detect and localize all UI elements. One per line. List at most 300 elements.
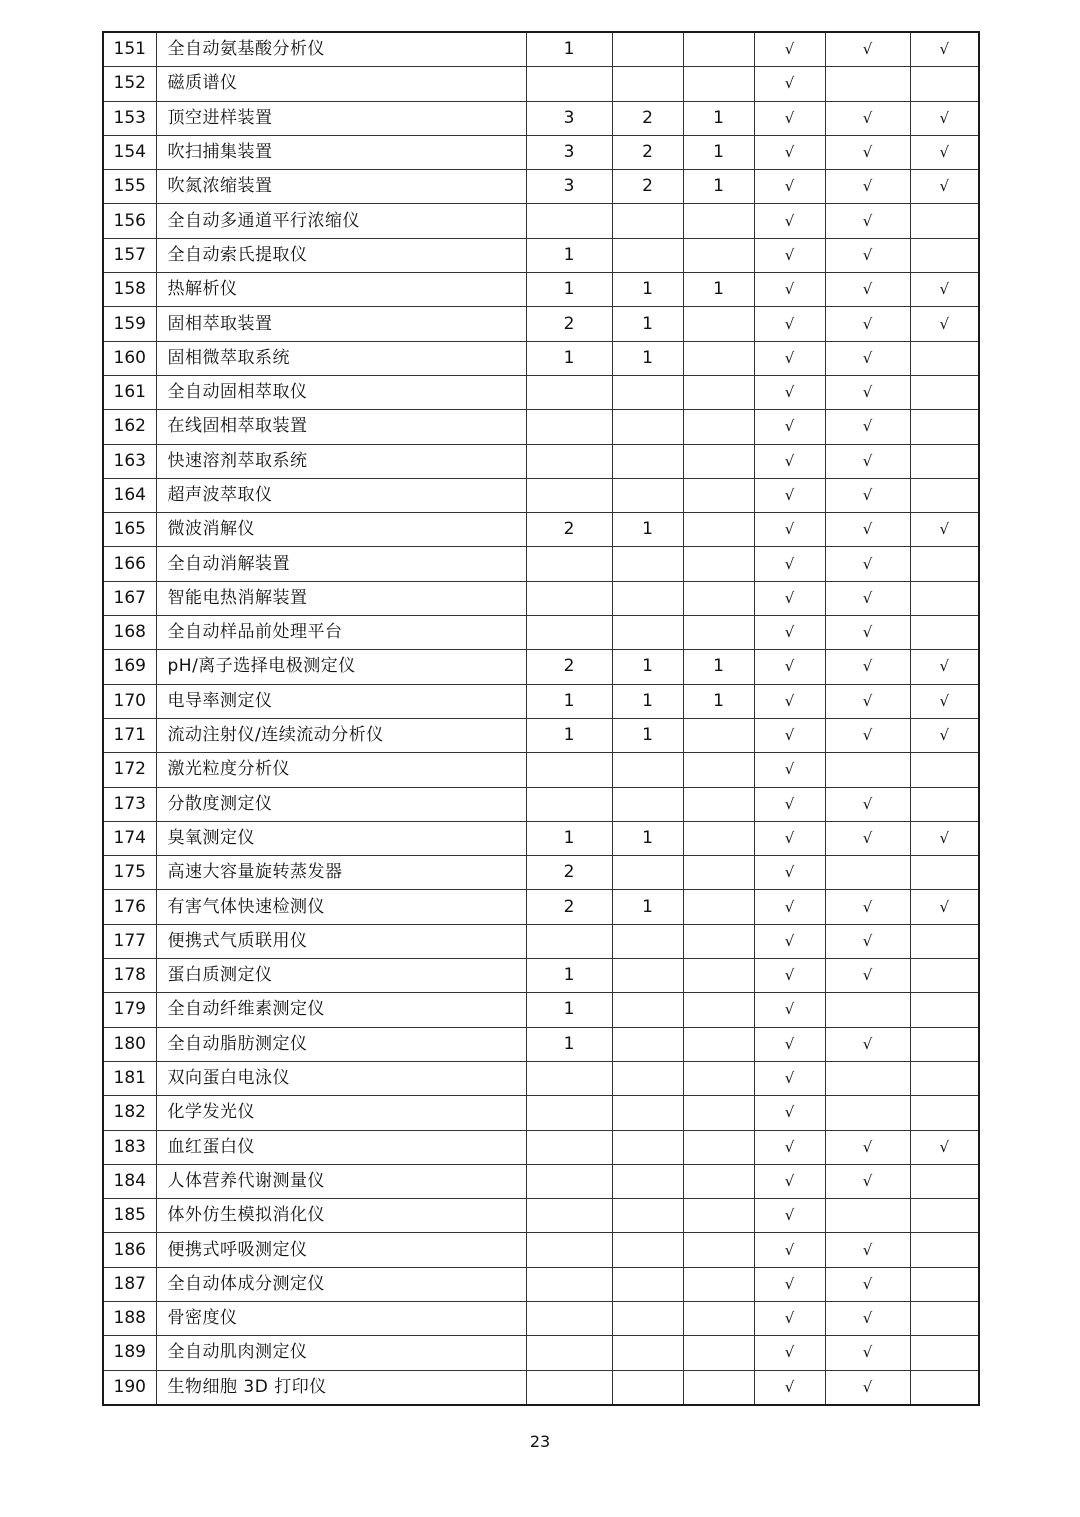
check-cell-2 [825,856,910,890]
quantity-cell-2: 1 [612,307,683,341]
quantity-cell-3: 1 [683,650,754,684]
quantity-cell-1: 1 [526,959,612,993]
check-cell-3 [910,616,979,650]
row-number: 182 [103,1096,156,1130]
check-cell-1: √ [754,616,825,650]
table-row [103,616,979,650]
check-cell-1: √ [754,581,825,615]
row-number: 175 [103,856,156,890]
check-cell-3: √ [910,170,979,204]
table-row [103,787,979,821]
table-row [103,821,979,855]
table-row [103,924,979,958]
quantity-cell-1 [526,753,612,787]
check-cell-3 [910,1027,979,1061]
instrument-name: 顶空进样装置 [156,101,526,135]
quantity-cell-1 [526,410,612,444]
table-row [103,856,979,890]
check-cell-2 [825,67,910,101]
check-cell-2: √ [825,1370,910,1405]
quantity-cell-2 [612,993,683,1027]
quantity-cell-3 [683,204,754,238]
instrument-name: 血红蛋白仪 [156,1130,526,1164]
quantity-cell-2 [612,581,683,615]
table-row [103,238,979,272]
quantity-cell-3 [683,375,754,409]
quantity-cell-1: 1 [526,32,612,67]
quantity-cell-1 [526,787,612,821]
check-cell-1: √ [754,32,825,67]
check-cell-3 [910,1096,979,1130]
quantity-cell-3 [683,718,754,752]
table-row [103,410,979,444]
check-cell-3 [910,1233,979,1267]
table-row [103,1199,979,1233]
table-row [103,650,979,684]
instrument-name: 化学发光仪 [156,1096,526,1130]
check-cell-3: √ [910,821,979,855]
quantity-cell-3 [683,1301,754,1335]
row-number: 160 [103,341,156,375]
check-cell-1: √ [754,204,825,238]
table-row [103,478,979,512]
check-cell-1: √ [754,1301,825,1335]
check-cell-1: √ [754,444,825,478]
table-row [103,993,979,1027]
quantity-cell-2: 1 [612,650,683,684]
check-cell-1: √ [754,1130,825,1164]
quantity-cell-1: 3 [526,101,612,135]
instrument-name: 蛋白质测定仪 [156,959,526,993]
quantity-cell-2: 2 [612,135,683,169]
check-cell-3 [910,924,979,958]
instrument-name: pH/离子选择电极测定仪 [156,650,526,684]
instrument-name: 全自动样品前处理平台 [156,616,526,650]
check-cell-3 [910,375,979,409]
check-cell-2: √ [825,375,910,409]
table-row [103,101,979,135]
check-cell-1: √ [754,341,825,375]
row-number: 165 [103,513,156,547]
quantity-cell-3: 1 [683,170,754,204]
check-cell-3: √ [910,307,979,341]
quantity-cell-3 [683,1061,754,1095]
row-number: 169 [103,650,156,684]
quantity-cell-1: 1 [526,238,612,272]
quantity-cell-1 [526,547,612,581]
quantity-cell-3 [683,1267,754,1301]
quantity-cell-2 [612,1267,683,1301]
check-cell-1: √ [754,1096,825,1130]
instrument-name: 体外仿生模拟消化仪 [156,1199,526,1233]
row-number: 167 [103,581,156,615]
row-number: 177 [103,924,156,958]
quantity-cell-3 [683,1370,754,1405]
check-cell-2: √ [825,924,910,958]
table-row [103,135,979,169]
quantity-cell-3 [683,1027,754,1061]
quantity-cell-3 [683,1199,754,1233]
instrument-name: 全自动脂肪测定仪 [156,1027,526,1061]
instrument-name: 全自动肌肉测定仪 [156,1336,526,1370]
check-cell-2: √ [825,1336,910,1370]
check-cell-1: √ [754,547,825,581]
check-cell-2 [825,1199,910,1233]
quantity-cell-1 [526,1096,612,1130]
check-cell-2: √ [825,821,910,855]
check-cell-3: √ [910,650,979,684]
quantity-cell-2 [612,959,683,993]
instrument-name: 全自动体成分测定仪 [156,1267,526,1301]
row-number: 155 [103,170,156,204]
quantity-cell-2 [612,1130,683,1164]
check-cell-3: √ [910,513,979,547]
instrument-name: 全自动多通道平行浓缩仪 [156,204,526,238]
row-number: 173 [103,787,156,821]
quantity-cell-2 [612,1301,683,1335]
row-number: 181 [103,1061,156,1095]
quantity-cell-3 [683,547,754,581]
quantity-cell-2 [612,1164,683,1198]
table-row [103,204,979,238]
instrument-name: 在线固相萃取装置 [156,410,526,444]
row-number: 151 [103,32,156,67]
check-cell-1: √ [754,1199,825,1233]
row-number: 161 [103,375,156,409]
instrument-name: 全自动索氏提取仪 [156,238,526,272]
check-cell-1: √ [754,821,825,855]
check-cell-1: √ [754,1233,825,1267]
check-cell-2: √ [825,32,910,67]
check-cell-1: √ [754,273,825,307]
quantity-cell-3 [683,787,754,821]
check-cell-2: √ [825,787,910,821]
instrument-name: 全自动消解装置 [156,547,526,581]
quantity-cell-2: 1 [612,890,683,924]
quantity-cell-1 [526,581,612,615]
instrument-name: 磁质谱仪 [156,67,526,101]
check-cell-1: √ [754,1164,825,1198]
check-cell-2: √ [825,1233,910,1267]
quantity-cell-3 [683,890,754,924]
row-number: 184 [103,1164,156,1198]
check-cell-3: √ [910,32,979,67]
table-row [103,1096,979,1130]
check-cell-3 [910,856,979,890]
check-cell-3: √ [910,135,979,169]
quantity-cell-2 [612,410,683,444]
check-cell-1: √ [754,1336,825,1370]
check-cell-3: √ [910,101,979,135]
check-cell-3 [910,410,979,444]
quantity-cell-1 [526,924,612,958]
table-row [103,1370,979,1405]
quantity-cell-2: 1 [612,718,683,752]
check-cell-2: √ [825,1027,910,1061]
quantity-cell-3 [683,410,754,444]
quantity-cell-3 [683,513,754,547]
check-cell-3: √ [910,684,979,718]
page-number: 23 [529,1432,551,1451]
quantity-cell-2 [612,787,683,821]
check-cell-3: √ [910,718,979,752]
quantity-cell-1: 1 [526,718,612,752]
check-cell-3 [910,444,979,478]
quantity-cell-3 [683,753,754,787]
quantity-cell-2 [612,1336,683,1370]
quantity-cell-3 [683,444,754,478]
check-cell-3 [910,67,979,101]
check-cell-1: √ [754,478,825,512]
quantity-cell-1 [526,1267,612,1301]
row-number: 185 [103,1199,156,1233]
instrument-name: 电导率测定仪 [156,684,526,718]
row-number: 186 [103,1233,156,1267]
check-cell-1: √ [754,101,825,135]
row-number: 183 [103,1130,156,1164]
quantity-cell-1: 3 [526,135,612,169]
check-cell-2: √ [825,444,910,478]
quantity-cell-2 [612,753,683,787]
check-cell-3: √ [910,273,979,307]
instrument-name: 流动注射仪/连续流动分析仪 [156,718,526,752]
quantity-cell-1 [526,1130,612,1164]
quantity-cell-3 [683,1164,754,1198]
check-cell-2: √ [825,238,910,272]
instrument-name: 超声波萃取仪 [156,478,526,512]
quantity-cell-1 [526,616,612,650]
row-number: 157 [103,238,156,272]
quantity-cell-1 [526,478,612,512]
table-row [103,375,979,409]
check-cell-3: √ [910,890,979,924]
quantity-cell-3 [683,341,754,375]
quantity-cell-2 [612,32,683,67]
instrument-name: 全自动纤维素测定仪 [156,993,526,1027]
row-number: 180 [103,1027,156,1061]
check-cell-2: √ [825,1164,910,1198]
check-cell-2: √ [825,478,910,512]
quantity-cell-2 [612,856,683,890]
quantity-cell-2: 1 [612,821,683,855]
check-cell-2: √ [825,341,910,375]
check-cell-2: √ [825,1301,910,1335]
row-number: 172 [103,753,156,787]
check-cell-1: √ [754,513,825,547]
check-cell-1: √ [754,1027,825,1061]
row-number: 188 [103,1301,156,1335]
check-cell-2: √ [825,1130,910,1164]
quantity-cell-3 [683,856,754,890]
table-row [103,1267,979,1301]
row-number: 179 [103,993,156,1027]
quantity-cell-2 [612,375,683,409]
table-row [103,1027,979,1061]
check-cell-1: √ [754,924,825,958]
check-cell-2 [825,753,910,787]
quantity-cell-1: 2 [526,307,612,341]
row-number: 164 [103,478,156,512]
check-cell-2: √ [825,513,910,547]
table-row [103,513,979,547]
row-number: 190 [103,1370,156,1405]
quantity-cell-2 [612,616,683,650]
row-number: 156 [103,204,156,238]
quantity-cell-1: 3 [526,170,612,204]
check-cell-1: √ [754,410,825,444]
quantity-cell-2 [612,547,683,581]
quantity-cell-1: 2 [526,890,612,924]
quantity-cell-2 [612,204,683,238]
quantity-cell-1: 2 [526,513,612,547]
table-row [103,753,979,787]
check-cell-1: √ [754,718,825,752]
check-cell-3 [910,547,979,581]
quantity-cell-2 [612,67,683,101]
check-cell-2: √ [825,307,910,341]
quantity-cell-1 [526,1233,612,1267]
check-cell-3 [910,1164,979,1198]
quantity-cell-3 [683,238,754,272]
quantity-cell-1 [526,1061,612,1095]
check-cell-2: √ [825,170,910,204]
check-cell-3 [910,478,979,512]
check-cell-3 [910,993,979,1027]
quantity-cell-1: 1 [526,821,612,855]
instrument-name: 全自动氨基酸分析仪 [156,32,526,67]
quantity-cell-3: 1 [683,135,754,169]
check-cell-2 [825,1096,910,1130]
check-cell-2: √ [825,1267,910,1301]
quantity-cell-3 [683,478,754,512]
quantity-cell-1: 2 [526,650,612,684]
check-cell-3 [910,1336,979,1370]
quantity-cell-3 [683,32,754,67]
table-row [103,1336,979,1370]
quantity-cell-2 [612,1370,683,1405]
instrument-name: 吹氮浓缩装置 [156,170,526,204]
table-row [103,444,979,478]
instrument-name: 双向蛋白电泳仪 [156,1061,526,1095]
instrument-name: 快速溶剂萃取系统 [156,444,526,478]
table-row [103,170,979,204]
row-number: 171 [103,718,156,752]
instrument-name: 便携式气质联用仪 [156,924,526,958]
check-cell-3 [910,238,979,272]
check-cell-1: √ [754,856,825,890]
quantity-cell-1: 1 [526,341,612,375]
quantity-cell-2 [612,478,683,512]
quantity-cell-2 [612,924,683,958]
quantity-cell-2: 1 [612,513,683,547]
quantity-cell-1: 2 [526,856,612,890]
row-number: 159 [103,307,156,341]
quantity-cell-1: 1 [526,684,612,718]
instrument-name: 有害气体快速检测仪 [156,890,526,924]
table-row [103,1061,979,1095]
check-cell-1: √ [754,650,825,684]
quantity-cell-2 [612,444,683,478]
quantity-cell-3 [683,821,754,855]
check-cell-1: √ [754,787,825,821]
quantity-cell-1 [526,375,612,409]
table-body [103,32,979,1405]
quantity-cell-2 [612,238,683,272]
check-cell-3 [910,204,979,238]
quantity-cell-1: 1 [526,1027,612,1061]
check-cell-2: √ [825,273,910,307]
quantity-cell-1 [526,1164,612,1198]
check-cell-1: √ [754,1267,825,1301]
table-row [103,67,979,101]
quantity-cell-2: 1 [612,341,683,375]
equipment-table [102,31,980,1406]
check-cell-1: √ [754,1061,825,1095]
check-cell-2: √ [825,684,910,718]
check-cell-3 [910,787,979,821]
instrument-name: 智能电热消解装置 [156,581,526,615]
check-cell-2: √ [825,581,910,615]
instrument-name: 高速大容量旋转蒸发器 [156,856,526,890]
check-cell-1: √ [754,753,825,787]
quantity-cell-3 [683,67,754,101]
instrument-name: 人体营养代谢测量仪 [156,1164,526,1198]
quantity-cell-1 [526,1370,612,1405]
check-cell-2: √ [825,650,910,684]
instrument-name: 便携式呼吸测定仪 [156,1233,526,1267]
quantity-cell-1 [526,1199,612,1233]
quantity-cell-3 [683,1336,754,1370]
check-cell-2: √ [825,410,910,444]
table-row [103,1301,979,1335]
instrument-name: 热解析仪 [156,273,526,307]
check-cell-3 [910,581,979,615]
quantity-cell-1: 1 [526,993,612,1027]
quantity-cell-2 [612,1096,683,1130]
quantity-cell-2: 2 [612,170,683,204]
check-cell-1: √ [754,959,825,993]
quantity-cell-1 [526,1301,612,1335]
check-cell-3 [910,1199,979,1233]
table-row [103,890,979,924]
check-cell-3 [910,753,979,787]
quantity-cell-1: 1 [526,273,612,307]
quantity-cell-3 [683,581,754,615]
check-cell-2: √ [825,616,910,650]
quantity-cell-2: 2 [612,101,683,135]
check-cell-2: √ [825,959,910,993]
row-number: 154 [103,135,156,169]
instrument-name: 生物细胞 3D 打印仪 [156,1370,526,1405]
quantity-cell-2 [612,1233,683,1267]
check-cell-1: √ [754,135,825,169]
check-cell-2: √ [825,204,910,238]
quantity-cell-3 [683,307,754,341]
quantity-cell-3: 1 [683,684,754,718]
quantity-cell-3 [683,1096,754,1130]
row-number: 189 [103,1336,156,1370]
quantity-cell-1 [526,444,612,478]
check-cell-1: √ [754,890,825,924]
instrument-name: 全自动固相萃取仪 [156,375,526,409]
table-row [103,307,979,341]
quantity-cell-3: 1 [683,101,754,135]
table-row [103,1130,979,1164]
check-cell-1: √ [754,238,825,272]
row-number: 178 [103,959,156,993]
table-row [103,32,979,67]
quantity-cell-1 [526,1336,612,1370]
